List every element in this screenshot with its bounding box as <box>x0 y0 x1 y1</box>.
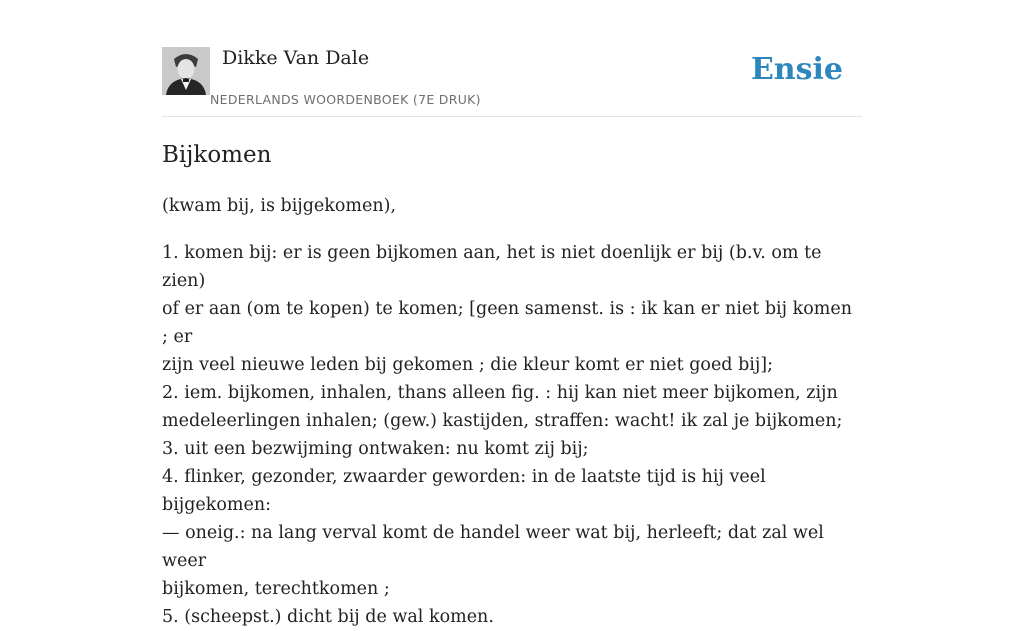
author-avatar[interactable] <box>162 47 210 95</box>
entry-content <box>162 192 862 631</box>
definition-line: 4. flinker, gezonder, zwaarder geworden: in de laatste tijd is hij veel bijgekomen: <box>162 467 766 515</box>
entry-definitions <box>162 239 862 631</box>
entry-title: Bijkomen <box>162 142 272 168</box>
definition-line: of er aan (om te kopen) te komen; [geen samenst. is : ik kan er niet bij komen ; er <box>162 299 853 347</box>
entry-intro: (kwam bij, is bijgekomen), <box>162 196 397 216</box>
definition-line: 5. (scheepst.) dicht bij de wal komen. <box>162 607 494 627</box>
portrait-image <box>162 47 210 95</box>
definition-line: 1. komen bij: er is geen bijkomen aan, het is niet doenlijk er bij (b.v. om te zien) <box>162 243 822 291</box>
definition-line: 3. uit een bezwijming ontwaken: nu komt zij bij; <box>162 439 589 459</box>
definition-line: medeleerlingen inhalen; (gew.) kastijden, straffen: wacht! ik zal je bijkomen; <box>162 411 843 431</box>
ensie-logo-link[interactable]: Ensie <box>750 52 843 87</box>
definition-line: — oneig.: na lang verval komt de handel weer wat bij, herleeft; dat zal wel weer <box>162 523 824 571</box>
entry-header <box>162 46 862 117</box>
definition-line: 2. iem. bijkomen, inhalen, thans alleen fig. : hij kan niet meer bijkomen, zijn <box>162 383 838 403</box>
definition-line: bijkomen, terechtkomen ; <box>162 579 390 599</box>
definition-line: zijn veel nieuwe leden bij gekomen ; die kleur komt er niet goed bij]; <box>162 355 774 375</box>
source-label[interactable]: NEDERLANDS WOORDENBOEK (7E DRUK) <box>210 92 481 107</box>
author-name[interactable]: Dikke Van Dale <box>222 47 370 69</box>
